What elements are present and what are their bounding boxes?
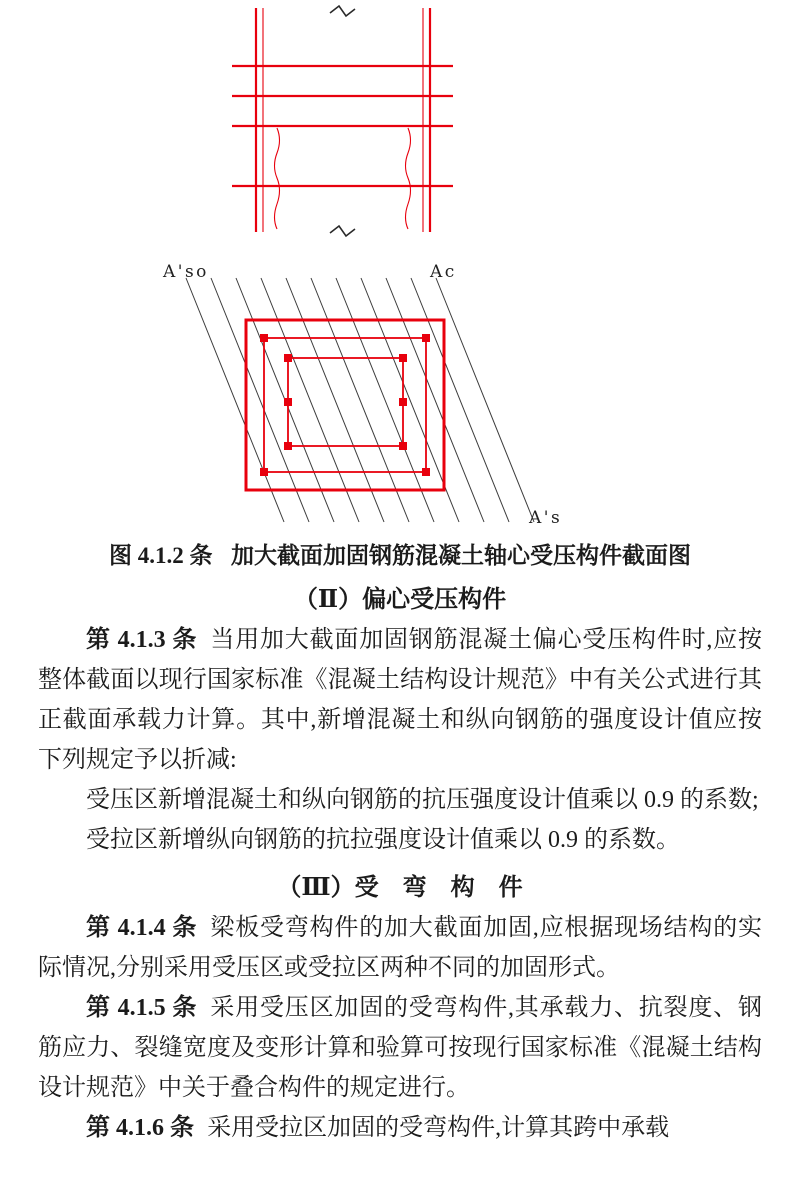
article-4-1-5 — [38, 988, 762, 1108]
break-symbol-top — [330, 6, 355, 16]
article-4-1-5-number: 第 4.1.5 条 — [86, 995, 198, 1021]
rebar-dots — [260, 334, 430, 476]
article-4-1-3-number: 第 4.1.3 条 — [86, 627, 198, 653]
article-4-1-6-number: 第 4.1.6 条 — [86, 1115, 194, 1141]
article-4-1-3-text: 当用加大截面加固钢筋混凝土偏心受压构件时,应按整体截面以现行国家标准《混凝土结构设计规范》中有关公式进行其正截面承载力计算。其中,新增混凝土和纵向钢筋的强度设计值应按下列规定予以折减: — [38, 627, 762, 773]
figure-4-1-2 — [0, 0, 800, 536]
hatch-lines — [186, 278, 534, 522]
figure-caption — [0, 540, 800, 572]
cross-section-diagram — [162, 262, 562, 528]
break-symbols — [330, 6, 355, 236]
document-body — [0, 620, 800, 1148]
label-concrete-ac: Ac — [430, 262, 457, 282]
article-4-1-4-text: 梁板受弯构件的加大截面加固,应根据现场结构的实际情况,分别采用受压区或受拉区两种不同的加固形式。 — [38, 915, 762, 981]
section-outlines — [246, 320, 444, 490]
label-added-steel-aso: A'so — [163, 262, 209, 282]
article-4-1-4-number: 第 4.1.4 条 — [86, 915, 198, 941]
figure-caption-number: 图 4.1.2 条 — [109, 543, 213, 568]
article-4-1-3-item-compression: 受压区新增混凝土和纵向钢筋的抗压强度设计值乘以 0.9 的系数; — [86, 787, 759, 813]
elevation-diagram — [232, 8, 453, 232]
column-edge-lines — [256, 8, 430, 232]
article-4-1-5-text: 采用受压区加固的受弯构件,其承载力、抗裂度、钢筋应力、裂缝宽度及变形计算和验算可按现行国家标准《混凝土结构设计规范》中关于叠合构件的规定进行。 — [38, 995, 762, 1101]
break-symbol-bottom — [330, 226, 355, 236]
stirrup-lines — [232, 66, 453, 186]
figure-caption-text: 加大截面加固钢筋混凝土轴心受压构件截面图 — [230, 543, 691, 568]
section-heading-3: （Ⅲ）受 弯 构 件 — [277, 875, 523, 901]
article-4-1-6 — [38, 1108, 762, 1148]
section-heading-2: （Ⅱ）偏心受压构件 — [293, 587, 507, 613]
new-concrete-outline — [246, 320, 444, 490]
article-4-1-6-text: 采用受拉区加固的受弯构件,计算其跨中承载 — [207, 1115, 670, 1141]
article-4-1-3 — [38, 620, 762, 780]
label-steel-as: A's — [529, 508, 563, 528]
article-4-1-4 — [38, 908, 762, 988]
article-4-1-3-item-tension: 受拉区新增纵向钢筋的抗拉强度设计值乘以 0.9 的系数。 — [86, 827, 680, 853]
wavy-break-lines — [275, 128, 411, 229]
